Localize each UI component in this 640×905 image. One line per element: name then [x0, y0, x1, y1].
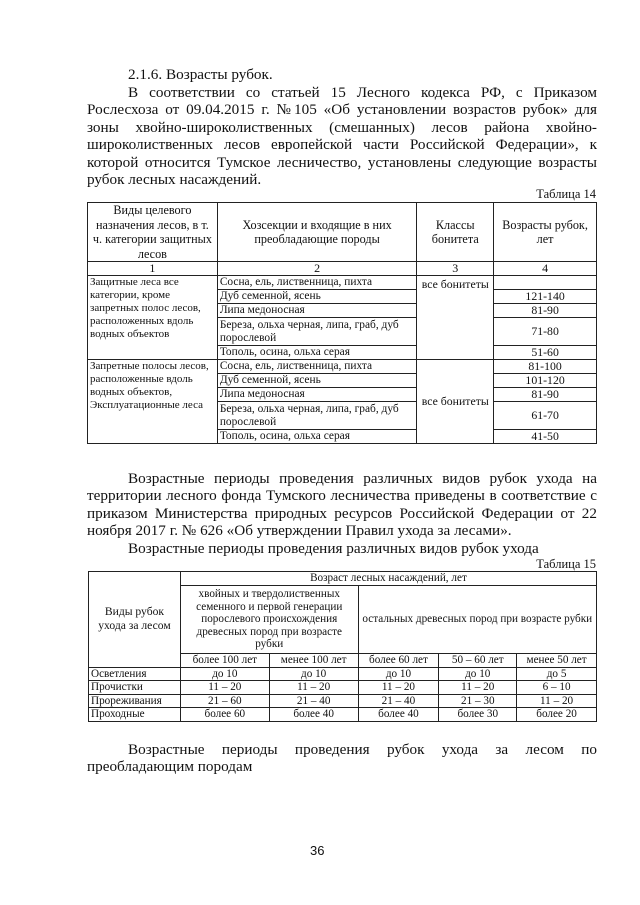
- age-cell: 81-90: [494, 304, 597, 318]
- row-label: Прореживания: [89, 694, 181, 708]
- table-row: [89, 667, 597, 681]
- age-cell: 81-100: [494, 360, 597, 374]
- header-cell: Хозсекции и входящие в них преобладающие породы: [217, 203, 416, 262]
- section-heading: 2.1.6. Возрасты рубок.: [128, 66, 273, 83]
- paragraph-table15-title: Возрастные периоды проведения различных видов рубок ухода: [128, 540, 539, 557]
- page-number: 36: [310, 843, 325, 858]
- header-cell: Возрасты рубок, лет: [494, 203, 597, 262]
- subgroup-header-other: остальных древесных пород при возрасте рубки: [358, 586, 596, 654]
- table15-caption: Таблица 15: [536, 557, 596, 571]
- age-cell: 121-140: [494, 290, 597, 304]
- value-cell: более 60: [180, 708, 269, 722]
- paragraph-care-periods: Возрастные периоды проведения различных видов рубок ухода на территории лесного фонда Тумского лесничества приведены в соответствие с приказом Министерства природных ресурсов Российской Федерации от 22 ноября 2017 г. № 626 «Об утверждении Правил ухода за лесами».: [87, 470, 597, 540]
- header-cell: Виды целевого назначения лесов, в т. ч. категории защитных лесов: [88, 203, 218, 262]
- value-cell: до 10: [358, 667, 439, 681]
- paragraph-species-periods: Возрастные периоды проведения рубок ухода за лесом по преобладающим породам: [87, 741, 597, 776]
- table-row: [89, 681, 597, 695]
- species-cell: Береза, ольха черная, липа, граб, дуб порослевой: [217, 402, 416, 430]
- species-cell: Тополь, осина, ольха серая: [217, 346, 416, 360]
- table-row: [89, 708, 597, 722]
- value-cell: 21 – 40: [269, 694, 358, 708]
- value-cell: 11 – 20: [358, 681, 439, 695]
- row-header: Виды рубок ухода за лесом: [89, 572, 181, 668]
- table-row: [89, 694, 597, 708]
- value-cell: 21 – 40: [358, 694, 439, 708]
- value-cell: 21 – 60: [180, 694, 269, 708]
- row-label: Прочистки: [89, 681, 181, 695]
- species-cell: Сосна, ель, лиственница, пихта: [217, 276, 416, 290]
- value-cell: 21 – 30: [439, 694, 517, 708]
- table-15: [88, 571, 597, 722]
- category-cell: Защитные леса все категории, кроме запретных полос лесов, расположенных вдоль водных объектов: [88, 276, 218, 360]
- value-cell: более 40: [358, 708, 439, 722]
- value-cell: 11 – 20: [439, 681, 517, 695]
- age-cell: [494, 276, 597, 290]
- value-cell: до 10: [180, 667, 269, 681]
- category-cell: Запретные полосы лесов, расположенные вдоль водных объектов, Эксплуатационные леса: [88, 360, 218, 444]
- subgroup-header-conifer: хвойных и твердолиственных семенного и первой генерации порослевого происхождения древесных пород при возрасте рубки: [180, 586, 358, 654]
- age-cell: 101-120: [494, 374, 597, 388]
- column-number: 3: [417, 262, 494, 276]
- column-number: 1: [88, 262, 218, 276]
- species-cell: Липа медоносная: [217, 388, 416, 402]
- column-number: 2: [217, 262, 416, 276]
- column-header: более 60 лет: [358, 654, 439, 668]
- table14-caption: Таблица 14: [536, 187, 596, 201]
- column-header: 50 – 60 лет: [439, 654, 517, 668]
- species-cell: Липа медоносная: [217, 304, 416, 318]
- bonitet-cell: все бонитеты: [417, 276, 494, 360]
- row-label: Проходные: [89, 708, 181, 722]
- value-cell: до 10: [269, 667, 358, 681]
- column-number: 4: [494, 262, 597, 276]
- value-cell: более 20: [517, 708, 597, 722]
- value-cell: 11 – 20: [180, 681, 269, 695]
- table-row: [88, 360, 597, 374]
- intro-paragraph: В соответствии со статьей 15 Лесного кодекса РФ, с Приказом Рослесхоза от 09.04.2015 г. №105 «Об установлении возрастов рубок» для зоны хвойно-широколиственных (смешанных) лесов района хвойно-широколиственных лесов европейской части Российской Федерации», к которой относится Тумское лесничество, установлены следующие возрасты рубок лесных насаждений.: [87, 84, 597, 189]
- table-row: [88, 276, 597, 290]
- group-header: Возраст лесных насаждений, лет: [180, 572, 596, 586]
- species-cell: Тополь, осина, ольха серая: [217, 430, 416, 444]
- value-cell: 11 – 20: [517, 694, 597, 708]
- bonitet-cell: все бонитеты: [417, 360, 494, 444]
- species-cell: Дуб семенной, ясень: [217, 374, 416, 388]
- value-cell: более 40: [269, 708, 358, 722]
- value-cell: до 5: [517, 667, 597, 681]
- column-header: менее 50 лет: [517, 654, 597, 668]
- age-cell: 71-80: [494, 318, 597, 346]
- age-cell: 61-70: [494, 402, 597, 430]
- species-cell: Дуб семенной, ясень: [217, 290, 416, 304]
- age-cell: 81-90: [494, 388, 597, 402]
- row-label: Осветления: [89, 667, 181, 681]
- species-cell: Сосна, ель, лиственница, пихта: [217, 360, 416, 374]
- value-cell: до 10: [439, 667, 517, 681]
- species-cell: Береза, ольха черная, липа, граб, дуб порослевой: [217, 318, 416, 346]
- column-header: более 100 лет: [180, 654, 269, 668]
- value-cell: 11 – 20: [269, 681, 358, 695]
- age-cell: 51-60: [494, 346, 597, 360]
- header-cell: Классы бонитета: [417, 203, 494, 262]
- age-cell: 41-50: [494, 430, 597, 444]
- value-cell: 6 – 10: [517, 681, 597, 695]
- table-14: [87, 202, 597, 444]
- value-cell: более 30: [439, 708, 517, 722]
- column-header: менее 100 лет: [269, 654, 358, 668]
